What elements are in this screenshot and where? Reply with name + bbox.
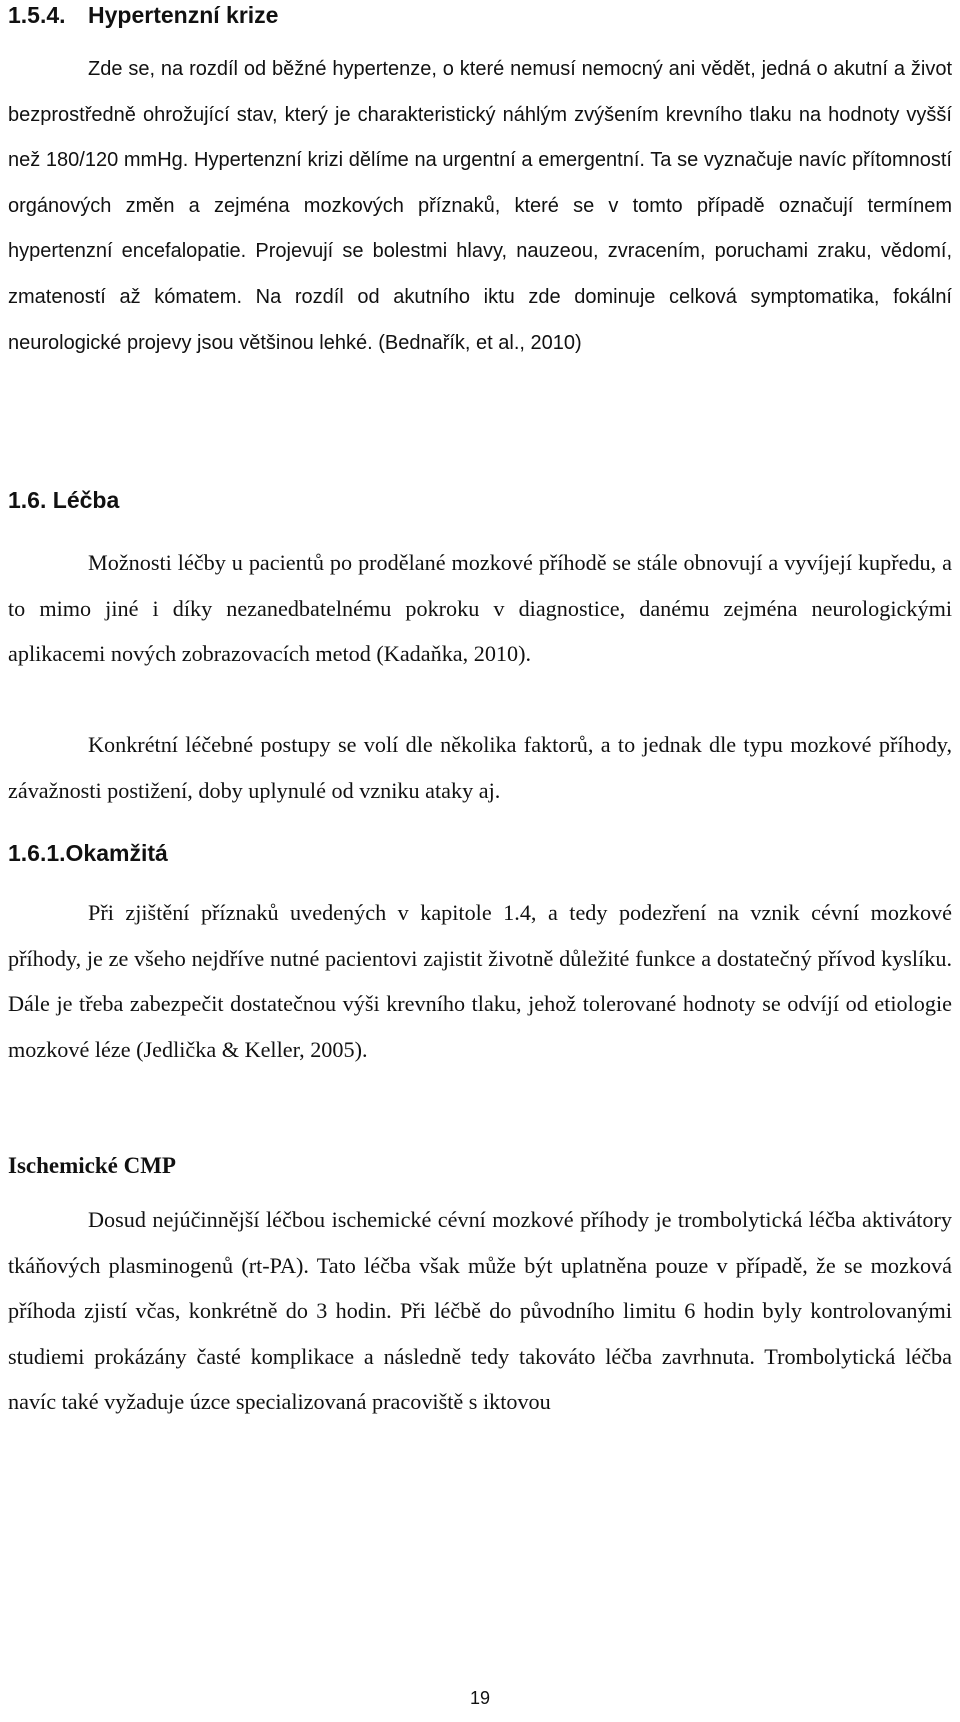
heading-immediate [8,840,168,867]
heading-treatment [8,487,119,514]
paragraph-hypertensive-crisis: Zde se, na rozdíl od běžné hypertenze, o které nemusí nemocný ani vědět, jedná o akutní a život bezprostředně ohrožující stav, který je charakteristický náhlým zvýšením krevního tlaku na hodnoty vyšší než 180/120 mmHg. Hypertenzní krizi dělíme na urgentní a emergentní. Ta se vyznačuje navíc přítomností orgánových změn a zejména mozkových příznaků, které se v tomto případě označují termínem hypertenzní encefalopatie. Projevují se bolestmi hlavy, nauzeou, zvracením, poruchami zraku, vědomí, zmateností až kómatem. Na rozdíl od akutního iktu zde dominuje celková symptomatika, fokální neurologické projevy jsou většinou lehké. (Bednařík, et al., 2010) [8,58,952,354]
heading-ischemic-cmp: Ischemické CMP [8,1153,176,1178]
paragraph-treatment-options: Možnosti léčby u pacientů po prodělané mozkové příhodě se stále obnovují a vyvíjejí kupředu, a to mimo jiné i díky nezanedbatelnému pokroku v diagnostice, danému zejména neurologickými aplikacemi nových zobrazovacích metod (Kadaňka, 2010). [8,550,952,667]
paragraph-immediate: Při zjištění příznaků uvedených v kapitole 1.4, a tedy podezření na vznik cévní mozkové příhody, je ze všeho nejdříve nutné pacientovi zajistit životně důležité funkce a dostatečný přívod kyslíku. Dále je třeba zabezpečit dostatečnou výši krevního tlaku, jehož tolerované hodnoty se odvíjí od etiologie mozkové léze (Jedlička & Keller, 2005). [8,900,952,1062]
document-page [8,0,952,1722]
heading-number: 1.5.4. [8,2,66,28]
page-number: 19 [469,1688,491,1708]
heading-title: Hypertenzní krize [88,2,279,28]
heading-title: Okamžitá [65,840,168,866]
heading-number: 1.6.1. [8,840,66,866]
heading-hypertensive-crisis [8,2,278,29]
paragraph-ischemic-cmp: Dosud nejúčinnější léčbou ischemické cévní mozkové příhody je trombolytická léčba aktivátory tkáňových plasminogenů (rt-PA). Tato léčba však může být uplatněna pouze v případě, že se mozková příhoda zjistí včas, konkrétně do 3 hodin. Při léčbě do původního limitu 6 hodin byly kontrolovanými studiemi prokázány časté komplikace a následně tedy takováto léčba zavrhnuta. Trombolytická léčba navíc také vyžaduje úzce specializovaná pracoviště s iktovou [8,1207,952,1415]
paragraph-treatment-procedures: Konkrétní léčebné postupy se volí dle několika faktorů, a to jednak dle typu mozkové příhody, závažnosti postižení, doby uplynulé od vzniku ataky aj. [8,732,952,803]
heading-title: Léčba [52,487,120,513]
heading-number: 1.6. [8,487,47,513]
